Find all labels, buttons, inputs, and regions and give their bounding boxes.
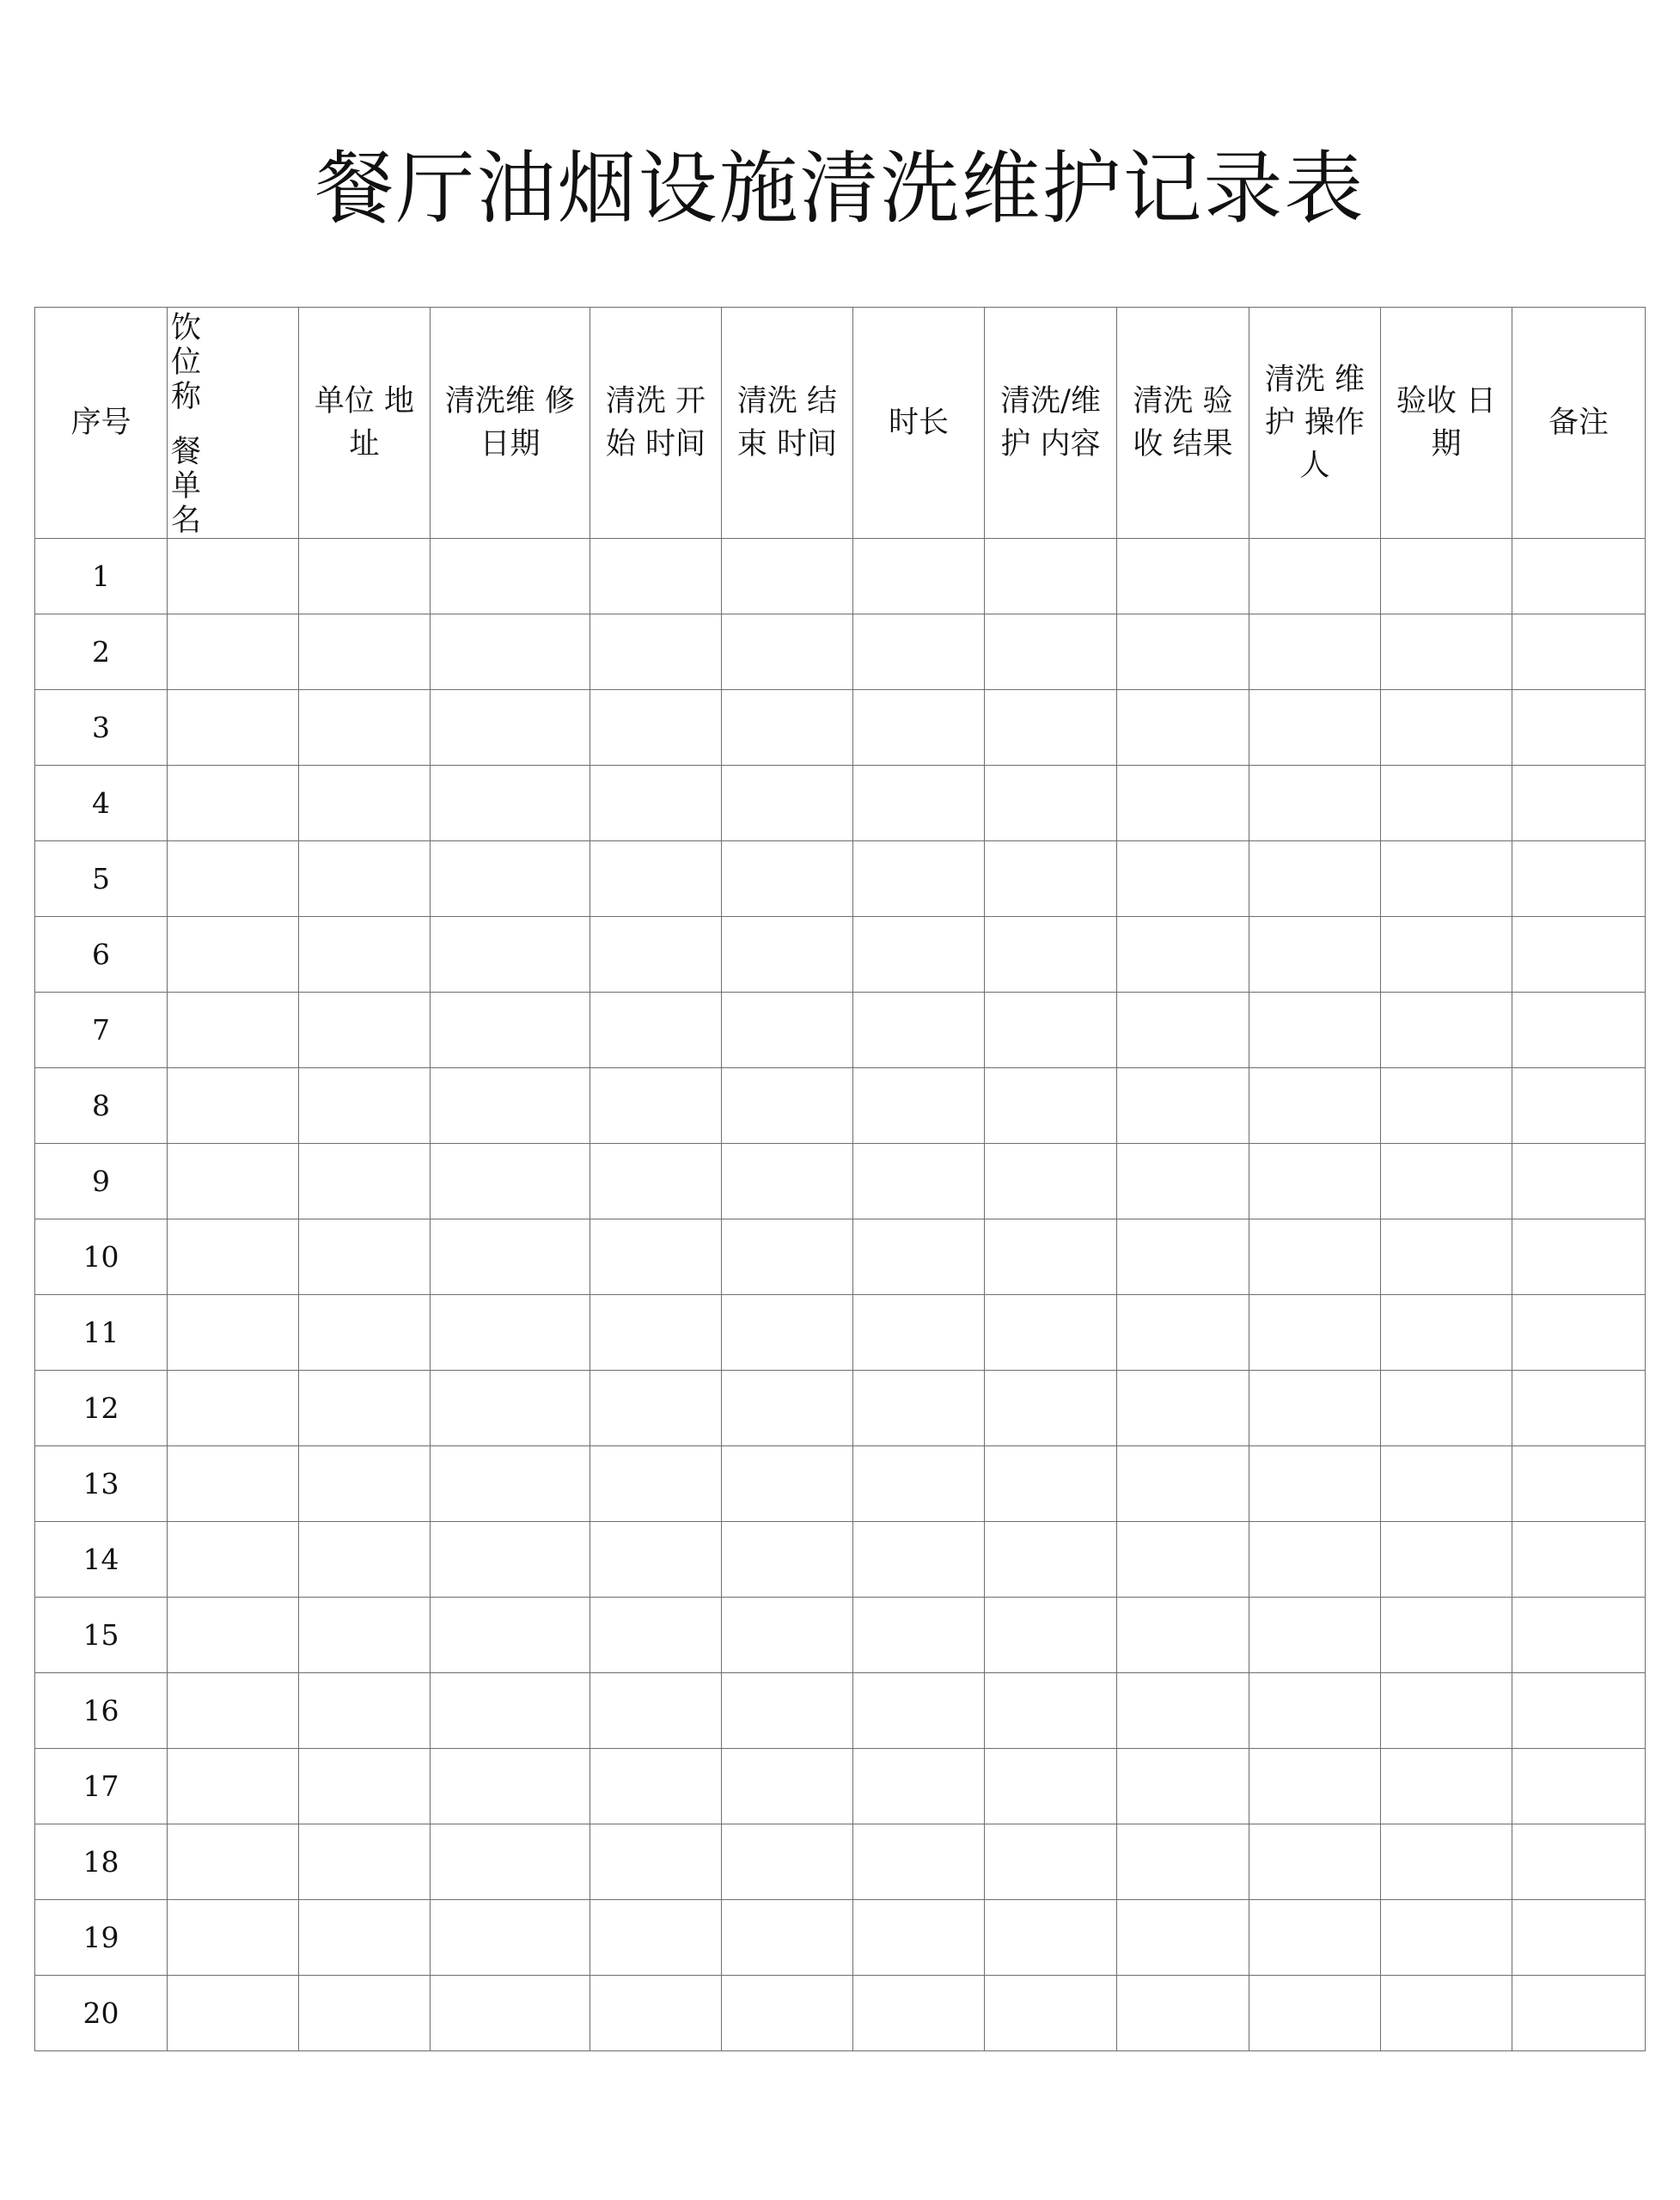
table-row bbox=[35, 1068, 1646, 1144]
cell-address[interactable] bbox=[299, 1219, 431, 1295]
cell-service-date[interactable] bbox=[431, 690, 590, 766]
row-serial-number: 15 bbox=[35, 1598, 168, 1673]
cell-duration[interactable] bbox=[853, 1900, 985, 1976]
cell-acceptance-result[interactable] bbox=[1117, 614, 1249, 690]
row-serial-number: 18 bbox=[35, 1824, 168, 1900]
cell-address[interactable] bbox=[299, 841, 431, 917]
cell-operator[interactable] bbox=[1249, 993, 1381, 1068]
cell-start-time[interactable] bbox=[590, 917, 722, 993]
cell-content[interactable] bbox=[985, 539, 1117, 614]
cell-acceptance-date[interactable] bbox=[1381, 1068, 1512, 1144]
cell-end-time[interactable] bbox=[722, 766, 853, 841]
cell-address[interactable] bbox=[299, 1522, 431, 1598]
cell-address[interactable] bbox=[299, 1976, 431, 2051]
cell-acceptance-result[interactable] bbox=[1117, 993, 1249, 1068]
cell-duration[interactable] bbox=[853, 766, 985, 841]
col-header-service-date: 清洗维 修日期 bbox=[431, 308, 590, 539]
cell-end-time[interactable] bbox=[722, 1598, 853, 1673]
cell-service-date[interactable] bbox=[431, 993, 590, 1068]
cell-start-time[interactable] bbox=[590, 690, 722, 766]
col-header-operator: 清洗 维护 操作人 bbox=[1249, 308, 1381, 539]
col-header-end-time: 清洗 结束 时间 bbox=[722, 308, 853, 539]
cell-remarks[interactable] bbox=[1512, 690, 1646, 766]
cell-content[interactable] bbox=[985, 614, 1117, 690]
col-header-restaurant-name-bottom: 餐单名 bbox=[171, 435, 202, 538]
col-header-acceptance-result: 清洗 验收 结果 bbox=[1117, 308, 1249, 539]
cell-content[interactable] bbox=[985, 1673, 1117, 1749]
cell-duration[interactable] bbox=[853, 1219, 985, 1295]
cell-restaurant-name[interactable] bbox=[168, 690, 299, 766]
cell-acceptance-result[interactable] bbox=[1117, 1522, 1249, 1598]
cell-acceptance-result[interactable] bbox=[1117, 1371, 1249, 1446]
cell-duration[interactable] bbox=[853, 993, 985, 1068]
cell-restaurant-name[interactable] bbox=[168, 1068, 299, 1144]
cell-acceptance-result[interactable] bbox=[1117, 1900, 1249, 1976]
cell-end-time[interactable] bbox=[722, 1068, 853, 1144]
cell-address[interactable] bbox=[299, 1749, 431, 1824]
row-serial-number: 19 bbox=[35, 1900, 168, 1976]
table-row bbox=[35, 1371, 1646, 1446]
cell-operator[interactable] bbox=[1249, 1900, 1381, 1976]
cell-address[interactable] bbox=[299, 1598, 431, 1673]
cell-address[interactable] bbox=[299, 993, 431, 1068]
table-row bbox=[35, 1824, 1646, 1900]
col-header-duration: 时长 bbox=[853, 308, 985, 539]
cell-content[interactable] bbox=[985, 1295, 1117, 1371]
cell-operator[interactable] bbox=[1249, 539, 1381, 614]
cell-acceptance-date[interactable] bbox=[1381, 1446, 1512, 1522]
row-serial-number: 4 bbox=[35, 766, 168, 841]
cell-duration[interactable] bbox=[853, 539, 985, 614]
cell-operator[interactable] bbox=[1249, 1068, 1381, 1144]
cell-remarks[interactable] bbox=[1512, 1219, 1646, 1295]
cell-duration[interactable] bbox=[853, 1976, 985, 2051]
cell-restaurant-name[interactable] bbox=[168, 1900, 299, 1976]
cell-acceptance-date[interactable] bbox=[1381, 1295, 1512, 1371]
cell-restaurant-name[interactable] bbox=[168, 993, 299, 1068]
cell-service-date[interactable] bbox=[431, 1900, 590, 1976]
table-row bbox=[35, 690, 1646, 766]
cell-content[interactable] bbox=[985, 841, 1117, 917]
cell-restaurant-name[interactable] bbox=[168, 1446, 299, 1522]
cell-acceptance-date[interactable] bbox=[1381, 1598, 1512, 1673]
cell-service-date[interactable] bbox=[431, 1522, 590, 1598]
cell-restaurant-name[interactable] bbox=[168, 1219, 299, 1295]
cell-acceptance-date[interactable] bbox=[1381, 993, 1512, 1068]
cell-content[interactable] bbox=[985, 1144, 1117, 1219]
cell-address[interactable] bbox=[299, 1673, 431, 1749]
cell-end-time[interactable] bbox=[722, 1673, 853, 1749]
cell-service-date[interactable] bbox=[431, 1749, 590, 1824]
cell-acceptance-date[interactable] bbox=[1381, 690, 1512, 766]
cell-end-time[interactable] bbox=[722, 1371, 853, 1446]
cell-start-time[interactable] bbox=[590, 614, 722, 690]
cell-restaurant-name[interactable] bbox=[168, 766, 299, 841]
cell-start-time[interactable] bbox=[590, 1068, 722, 1144]
cell-content[interactable] bbox=[985, 690, 1117, 766]
cell-remarks[interactable] bbox=[1512, 1976, 1646, 2051]
cell-start-time[interactable] bbox=[590, 1295, 722, 1371]
table-row bbox=[35, 1673, 1646, 1749]
cell-address[interactable] bbox=[299, 690, 431, 766]
cell-operator[interactable] bbox=[1249, 1522, 1381, 1598]
cell-end-time[interactable] bbox=[722, 1900, 853, 1976]
cell-content[interactable] bbox=[985, 766, 1117, 841]
cell-operator[interactable] bbox=[1249, 1371, 1381, 1446]
cell-end-time[interactable] bbox=[722, 917, 853, 993]
cell-start-time[interactable] bbox=[590, 1824, 722, 1900]
table-row bbox=[35, 917, 1646, 993]
cell-remarks[interactable] bbox=[1512, 1371, 1646, 1446]
cell-start-time[interactable] bbox=[590, 993, 722, 1068]
cell-acceptance-result[interactable] bbox=[1117, 1068, 1249, 1144]
cell-end-time[interactable] bbox=[722, 1522, 853, 1598]
cell-operator[interactable] bbox=[1249, 1598, 1381, 1673]
cell-acceptance-result[interactable] bbox=[1117, 1219, 1249, 1295]
cell-service-date[interactable] bbox=[431, 1371, 590, 1446]
cell-duration[interactable] bbox=[853, 1295, 985, 1371]
row-serial-number: 10 bbox=[35, 1219, 168, 1295]
cell-operator[interactable] bbox=[1249, 917, 1381, 993]
cell-duration[interactable] bbox=[853, 917, 985, 993]
col-header-restaurant-name-top: 饮位称 bbox=[171, 311, 202, 414]
cell-acceptance-date[interactable] bbox=[1381, 1900, 1512, 1976]
cell-remarks[interactable] bbox=[1512, 1749, 1646, 1824]
cell-acceptance-date[interactable] bbox=[1381, 1749, 1512, 1824]
cell-end-time[interactable] bbox=[722, 539, 853, 614]
cell-acceptance-result[interactable] bbox=[1117, 539, 1249, 614]
table-header bbox=[35, 308, 1646, 539]
cell-content[interactable] bbox=[985, 1219, 1117, 1295]
cell-address[interactable] bbox=[299, 917, 431, 993]
table-row bbox=[35, 993, 1646, 1068]
row-serial-number: 12 bbox=[35, 1371, 168, 1446]
cell-content[interactable] bbox=[985, 1068, 1117, 1144]
cell-operator[interactable] bbox=[1249, 1295, 1381, 1371]
cell-service-date[interactable] bbox=[431, 1068, 590, 1144]
row-serial-number: 6 bbox=[35, 917, 168, 993]
col-header-acceptance-date: 验收 日期 bbox=[1381, 308, 1512, 539]
cell-end-time[interactable] bbox=[722, 1824, 853, 1900]
col-header-content: 清洗/维护 内容 bbox=[985, 308, 1117, 539]
cell-duration[interactable] bbox=[853, 1371, 985, 1446]
cell-acceptance-date[interactable] bbox=[1381, 614, 1512, 690]
cell-acceptance-result[interactable] bbox=[1117, 1749, 1249, 1824]
cell-acceptance-result[interactable] bbox=[1117, 690, 1249, 766]
table-row bbox=[35, 1900, 1646, 1976]
cell-duration[interactable] bbox=[853, 1144, 985, 1219]
cell-service-date[interactable] bbox=[431, 614, 590, 690]
maintenance-record-table bbox=[34, 307, 1646, 2051]
cell-restaurant-name[interactable] bbox=[168, 614, 299, 690]
cell-acceptance-result[interactable] bbox=[1117, 1824, 1249, 1900]
cell-restaurant-name[interactable] bbox=[168, 1371, 299, 1446]
table-row bbox=[35, 766, 1646, 841]
cell-restaurant-name[interactable] bbox=[168, 917, 299, 993]
table-row bbox=[35, 1295, 1646, 1371]
cell-operator[interactable] bbox=[1249, 614, 1381, 690]
cell-remarks[interactable] bbox=[1512, 1673, 1646, 1749]
cell-address[interactable] bbox=[299, 1144, 431, 1219]
cell-start-time[interactable] bbox=[590, 1673, 722, 1749]
cell-service-date[interactable] bbox=[431, 1824, 590, 1900]
cell-content[interactable] bbox=[985, 1598, 1117, 1673]
cell-duration[interactable] bbox=[853, 614, 985, 690]
cell-operator[interactable] bbox=[1249, 1976, 1381, 2051]
cell-service-date[interactable] bbox=[431, 1219, 590, 1295]
cell-duration[interactable] bbox=[853, 1598, 985, 1673]
cell-start-time[interactable] bbox=[590, 1446, 722, 1522]
cell-acceptance-date[interactable] bbox=[1381, 1371, 1512, 1446]
cell-acceptance-date[interactable] bbox=[1381, 539, 1512, 614]
cell-remarks[interactable] bbox=[1512, 539, 1646, 614]
cell-acceptance-result[interactable] bbox=[1117, 1673, 1249, 1749]
row-serial-number: 3 bbox=[35, 690, 168, 766]
cell-restaurant-name[interactable] bbox=[168, 1295, 299, 1371]
cell-acceptance-date[interactable] bbox=[1381, 1673, 1512, 1749]
cell-remarks[interactable] bbox=[1512, 1068, 1646, 1144]
cell-restaurant-name[interactable] bbox=[168, 1144, 299, 1219]
cell-acceptance-result[interactable] bbox=[1117, 1446, 1249, 1522]
cell-acceptance-result[interactable] bbox=[1117, 1598, 1249, 1673]
cell-operator[interactable] bbox=[1249, 1446, 1381, 1522]
cell-operator[interactable] bbox=[1249, 1673, 1381, 1749]
table-row bbox=[35, 1219, 1646, 1295]
cell-remarks[interactable] bbox=[1512, 841, 1646, 917]
cell-start-time[interactable] bbox=[590, 1219, 722, 1295]
table-row bbox=[35, 1144, 1646, 1219]
table-row bbox=[35, 1446, 1646, 1522]
cell-remarks[interactable] bbox=[1512, 1446, 1646, 1522]
table-row bbox=[35, 1976, 1646, 2051]
cell-remarks[interactable] bbox=[1512, 1824, 1646, 1900]
cell-address[interactable] bbox=[299, 1068, 431, 1144]
cell-service-date[interactable] bbox=[431, 1295, 590, 1371]
cell-start-time[interactable] bbox=[590, 1522, 722, 1598]
row-serial-number: 20 bbox=[35, 1976, 168, 2051]
cell-remarks[interactable] bbox=[1512, 614, 1646, 690]
cell-address[interactable] bbox=[299, 614, 431, 690]
cell-start-time[interactable] bbox=[590, 766, 722, 841]
cell-end-time[interactable] bbox=[722, 1144, 853, 1219]
cell-address[interactable] bbox=[299, 539, 431, 614]
cell-end-time[interactable] bbox=[722, 1219, 853, 1295]
cell-acceptance-date[interactable] bbox=[1381, 917, 1512, 993]
row-serial-number: 5 bbox=[35, 841, 168, 917]
row-serial-number: 17 bbox=[35, 1749, 168, 1824]
cell-address[interactable] bbox=[299, 1295, 431, 1371]
cell-acceptance-result[interactable] bbox=[1117, 1144, 1249, 1219]
cell-end-time[interactable] bbox=[722, 993, 853, 1068]
cell-content[interactable] bbox=[985, 1371, 1117, 1446]
cell-operator[interactable] bbox=[1249, 1144, 1381, 1219]
cell-service-date[interactable] bbox=[431, 917, 590, 993]
col-header-start-time: 清洗 开始 时间 bbox=[590, 308, 722, 539]
page-title: 餐厅油烟设施清洗维护记录表 bbox=[315, 143, 1365, 235]
table-row bbox=[35, 614, 1646, 690]
cell-duration[interactable] bbox=[853, 841, 985, 917]
table-row bbox=[35, 1749, 1646, 1824]
cell-start-time[interactable] bbox=[590, 1144, 722, 1219]
cell-restaurant-name[interactable] bbox=[168, 1749, 299, 1824]
cell-restaurant-name[interactable] bbox=[168, 539, 299, 614]
cell-remarks[interactable] bbox=[1512, 1144, 1646, 1219]
cell-duration[interactable] bbox=[853, 690, 985, 766]
cell-end-time[interactable] bbox=[722, 841, 853, 917]
cell-restaurant-name[interactable] bbox=[168, 841, 299, 917]
cell-acceptance-result[interactable] bbox=[1117, 917, 1249, 993]
cell-content[interactable] bbox=[985, 1824, 1117, 1900]
row-serial-number: 8 bbox=[35, 1068, 168, 1144]
cell-address[interactable] bbox=[299, 1371, 431, 1446]
cell-duration[interactable] bbox=[853, 1522, 985, 1598]
cell-acceptance-result[interactable] bbox=[1117, 766, 1249, 841]
cell-start-time[interactable] bbox=[590, 1900, 722, 1976]
cell-acceptance-date[interactable] bbox=[1381, 841, 1512, 917]
cell-acceptance-date[interactable] bbox=[1381, 1219, 1512, 1295]
cell-remarks[interactable] bbox=[1512, 917, 1646, 993]
cell-restaurant-name[interactable] bbox=[168, 1522, 299, 1598]
cell-restaurant-name[interactable] bbox=[168, 1976, 299, 2051]
cell-duration[interactable] bbox=[853, 1068, 985, 1144]
cell-restaurant-name[interactable] bbox=[168, 1598, 299, 1673]
cell-remarks[interactable] bbox=[1512, 993, 1646, 1068]
cell-service-date[interactable] bbox=[431, 841, 590, 917]
cell-end-time[interactable] bbox=[722, 1295, 853, 1371]
cell-end-time[interactable] bbox=[722, 1976, 853, 2051]
row-serial-number: 7 bbox=[35, 993, 168, 1068]
row-serial-number: 13 bbox=[35, 1446, 168, 1522]
cell-start-time[interactable] bbox=[590, 1598, 722, 1673]
cell-service-date[interactable] bbox=[431, 1673, 590, 1749]
cell-restaurant-name[interactable] bbox=[168, 1824, 299, 1900]
cell-address[interactable] bbox=[299, 1824, 431, 1900]
cell-operator[interactable] bbox=[1249, 841, 1381, 917]
cell-duration[interactable] bbox=[853, 1749, 985, 1824]
cell-duration[interactable] bbox=[853, 1824, 985, 1900]
cell-service-date[interactable] bbox=[431, 1598, 590, 1673]
cell-remarks[interactable] bbox=[1512, 766, 1646, 841]
cell-end-time[interactable] bbox=[722, 1446, 853, 1522]
cell-content[interactable] bbox=[985, 1522, 1117, 1598]
cell-operator[interactable] bbox=[1249, 1219, 1381, 1295]
cell-operator[interactable] bbox=[1249, 766, 1381, 841]
cell-service-date[interactable] bbox=[431, 766, 590, 841]
row-serial-number: 1 bbox=[35, 539, 168, 614]
row-serial-number: 9 bbox=[35, 1144, 168, 1219]
cell-start-time[interactable] bbox=[590, 1976, 722, 2051]
row-serial-number: 16 bbox=[35, 1673, 168, 1749]
cell-acceptance-result[interactable] bbox=[1117, 1295, 1249, 1371]
cell-content[interactable] bbox=[985, 1446, 1117, 1522]
cell-acceptance-date[interactable] bbox=[1381, 1522, 1512, 1598]
col-header-address: 单位 地址 bbox=[299, 308, 431, 539]
cell-service-date[interactable] bbox=[431, 1144, 590, 1219]
cell-acceptance-date[interactable] bbox=[1381, 1976, 1512, 2051]
cell-start-time[interactable] bbox=[590, 1749, 722, 1824]
table-row bbox=[35, 841, 1646, 917]
col-header-serial: 序号 bbox=[35, 308, 168, 539]
cell-address[interactable] bbox=[299, 1446, 431, 1522]
cell-address[interactable] bbox=[299, 1900, 431, 1976]
cell-acceptance-result[interactable] bbox=[1117, 1976, 1249, 2051]
header-row bbox=[35, 308, 1646, 539]
cell-start-time[interactable] bbox=[590, 1371, 722, 1446]
cell-end-time[interactable] bbox=[722, 1749, 853, 1824]
cell-start-time[interactable] bbox=[590, 841, 722, 917]
cell-operator[interactable] bbox=[1249, 690, 1381, 766]
cell-acceptance-date[interactable] bbox=[1381, 1144, 1512, 1219]
cell-duration[interactable] bbox=[853, 1446, 985, 1522]
cell-duration[interactable] bbox=[853, 1673, 985, 1749]
cell-acceptance-date[interactable] bbox=[1381, 1824, 1512, 1900]
cell-remarks[interactable] bbox=[1512, 1295, 1646, 1371]
cell-content[interactable] bbox=[985, 1976, 1117, 2051]
table-body bbox=[35, 539, 1646, 2051]
cell-content[interactable] bbox=[985, 1749, 1117, 1824]
cell-operator[interactable] bbox=[1249, 1824, 1381, 1900]
col-header-remarks: 备注 bbox=[1512, 308, 1646, 539]
col-header-restaurant-name bbox=[168, 308, 299, 539]
row-serial-number: 11 bbox=[35, 1295, 168, 1371]
cell-service-date[interactable] bbox=[431, 1976, 590, 2051]
cell-end-time[interactable] bbox=[722, 614, 853, 690]
cell-restaurant-name[interactable] bbox=[168, 1673, 299, 1749]
cell-operator[interactable] bbox=[1249, 1749, 1381, 1824]
row-serial-number: 2 bbox=[35, 614, 168, 690]
cell-content[interactable] bbox=[985, 917, 1117, 993]
cell-start-time[interactable] bbox=[590, 539, 722, 614]
cell-remarks[interactable] bbox=[1512, 1598, 1646, 1673]
cell-end-time[interactable] bbox=[722, 690, 853, 766]
table-row bbox=[35, 1522, 1646, 1598]
cell-content[interactable] bbox=[985, 993, 1117, 1068]
cell-address[interactable] bbox=[299, 766, 431, 841]
cell-acceptance-result[interactable] bbox=[1117, 841, 1249, 917]
cell-remarks[interactable] bbox=[1512, 1900, 1646, 1976]
cell-service-date[interactable] bbox=[431, 539, 590, 614]
cell-service-date[interactable] bbox=[431, 1446, 590, 1522]
cell-remarks[interactable] bbox=[1512, 1522, 1646, 1598]
cell-acceptance-date[interactable] bbox=[1381, 766, 1512, 841]
table-row bbox=[35, 1598, 1646, 1673]
row-serial-number: 14 bbox=[35, 1522, 168, 1598]
cell-content[interactable] bbox=[985, 1900, 1117, 1976]
table-row bbox=[35, 539, 1646, 614]
